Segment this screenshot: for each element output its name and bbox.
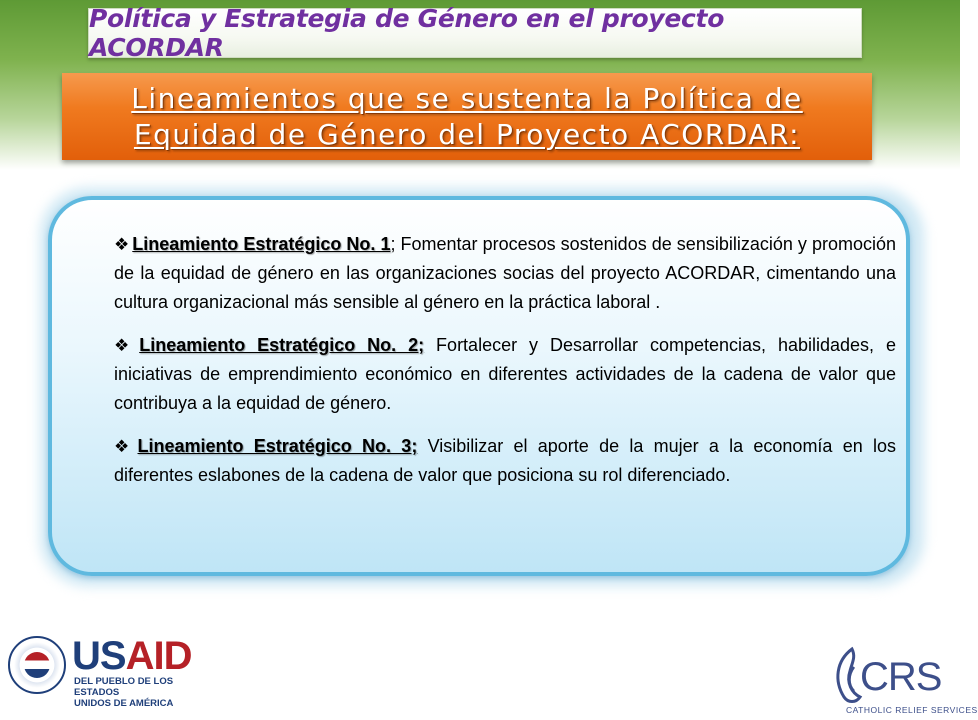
lineamientos-list bbox=[114, 230, 896, 504]
title-bar bbox=[88, 4, 862, 62]
usaid-tagline: DEL PUEBLO DE LOS ESTADOS UNIDOS DE AMÉRICA bbox=[74, 676, 174, 709]
usaid-logo bbox=[8, 634, 208, 709]
crs-logo bbox=[830, 645, 978, 717]
section-banner bbox=[62, 73, 872, 160]
lineamiento-item bbox=[114, 230, 896, 317]
diamond-bullet-icon: ❖ bbox=[114, 336, 137, 355]
lineamiento-text: Fomentar procesos sostenidos de sensibilización y promoción de la equidad de género en las organizaciones socias del proyecto ACORDAR, cimentando una cultura organizacional más sensible al género en la práctica laboral . bbox=[114, 234, 896, 312]
diamond-bullet-icon: ❖ bbox=[114, 235, 130, 254]
crs-wordmark: CRS bbox=[860, 655, 942, 699]
section-heading: Lineamientos que se sustenta la Política de Equidad de Género del Proyecto ACORDAR: bbox=[131, 81, 803, 151]
usaid-seal-icon bbox=[8, 636, 66, 694]
page-title: Política y Estrategia de Género en el proyecto ACORDAR bbox=[89, 4, 725, 62]
lineamiento-text: Fortalecer y Desarrollar competencias, habilidades, e iniciativas de emprendimiento económico en diferentes actividades de la cadena de valor que contribuya a la equidad de género. bbox=[114, 335, 896, 413]
usaid-wordmark: USAID bbox=[72, 634, 192, 678]
lineamiento-text: Visibilizar el aporte de la mujer a la economía en los diferentes eslabones de la cadena de valor que posiciona su rol diferenciado. bbox=[114, 436, 896, 485]
lineamiento-separator: ; bbox=[390, 234, 396, 254]
diamond-bullet-icon: ❖ bbox=[114, 437, 135, 456]
lineamiento-item bbox=[114, 432, 896, 490]
lineamiento-item bbox=[114, 331, 896, 418]
lineamiento-title: Lineamiento Estratégico No. 1 bbox=[132, 234, 391, 254]
lineamiento-title: Lineamiento Estratégico No. 2; bbox=[139, 335, 425, 355]
crs-tagline: CATHOLIC RELIEF SERVICES bbox=[846, 705, 978, 715]
lineamiento-title: Lineamiento Estratégico No. 3; bbox=[137, 436, 418, 456]
